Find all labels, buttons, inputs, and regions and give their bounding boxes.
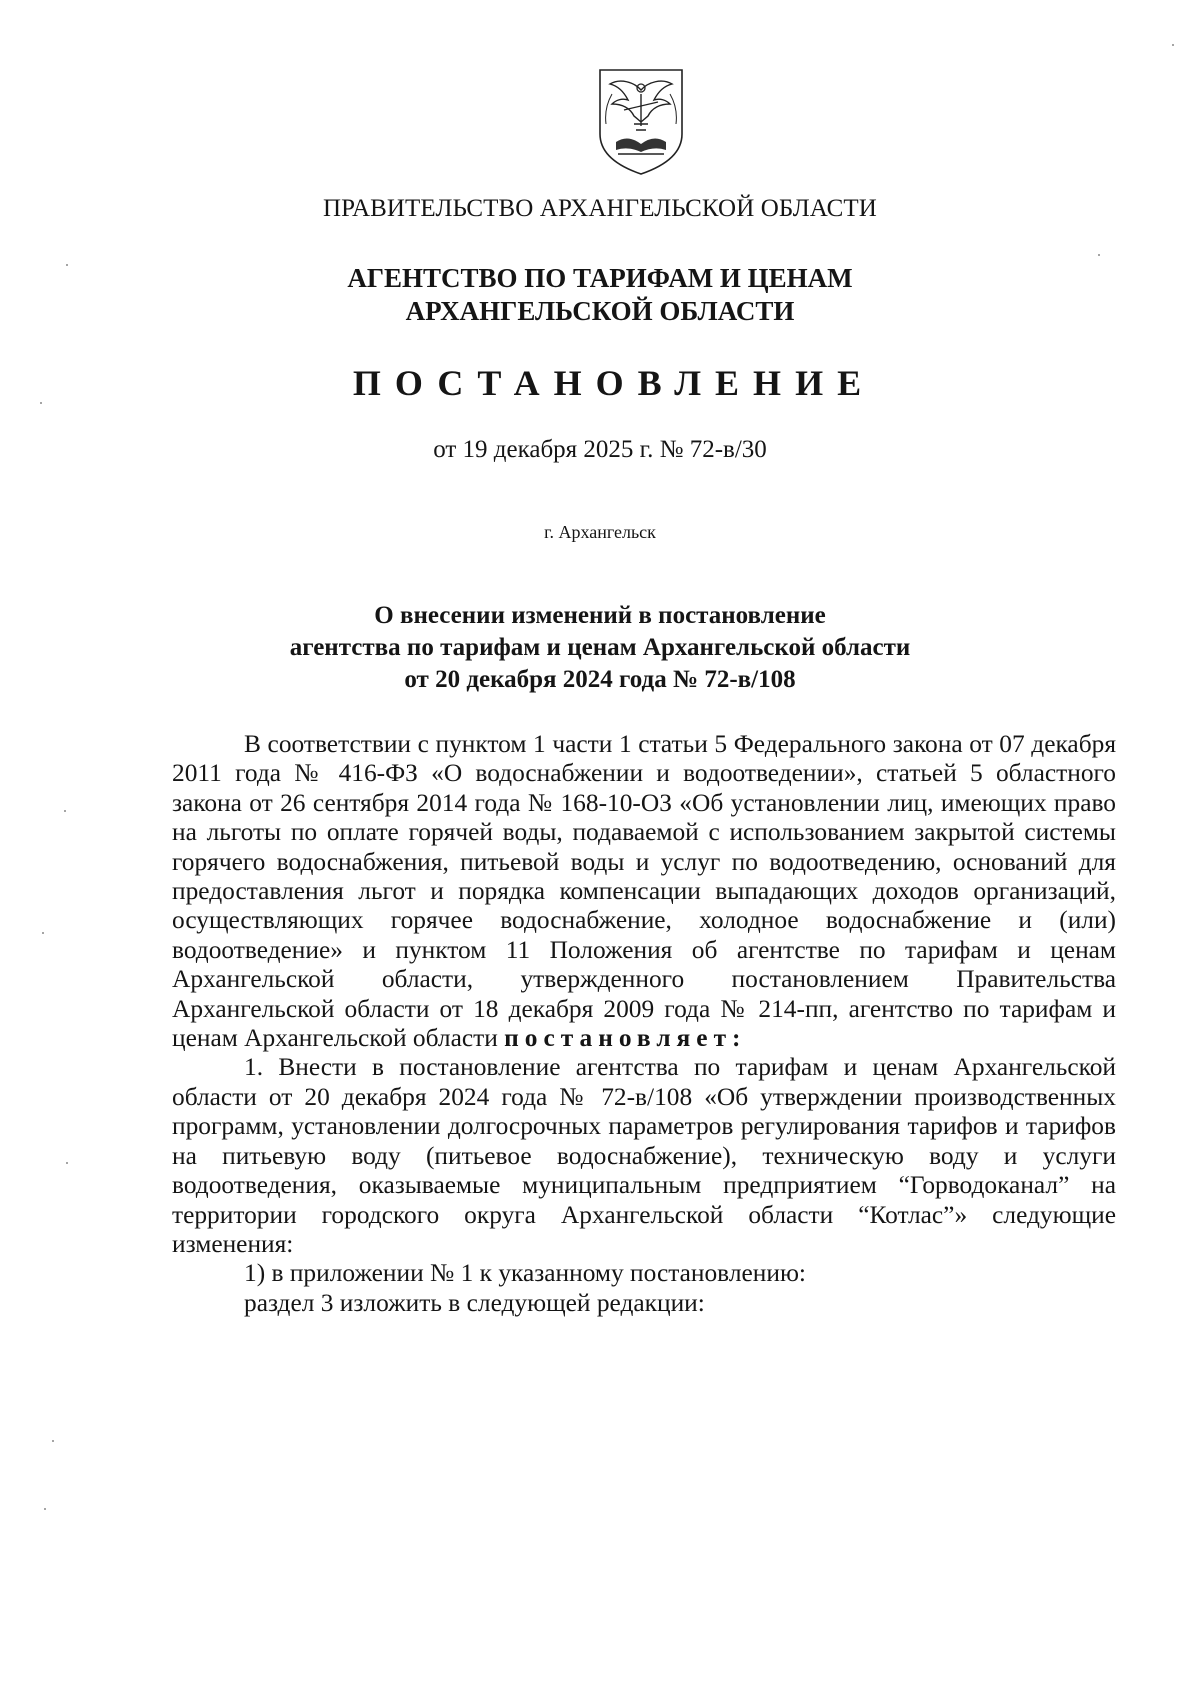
preamble-paragraph [172,730,1116,1053]
document-city: г. Архангельск [544,522,656,542]
resolves-word: постановляет: [504,1024,747,1053]
scan-speck [66,1162,68,1164]
document-date-number: от 19 декабря 2025 г. № 72-в/30 [433,436,767,463]
scan-speck [1098,254,1100,256]
document-title-line2: агентства по тарифам и ценам Архангельской области [289,634,911,661]
subitem-section-3-paragraph: раздел 3 изложить в следующей редакции: [244,1288,705,1317]
document-title-line3: от 20 декабря 2024 года № 72-в/108 [404,666,796,693]
agency-name-line1: АГЕНТСТВО ПО ТАРИФАМ И ЦЕНАМ [347,263,853,293]
coat-of-arms-emblem [594,64,688,176]
scan-speck [44,1508,46,1510]
document-title [0,600,1200,696]
agency-name [0,262,1200,328]
scan-speck [40,402,42,404]
scan-speck [66,264,68,266]
scan-speck [52,1440,54,1442]
document-body [172,730,1116,1318]
scan-speck [42,932,44,934]
document-type-heading: ПОСТАНОВЛЕНИЕ [352,363,876,403]
government-name: ПРАВИТЕЛЬСТВО АРХАНГЕЛЬСКОЙ ОБЛАСТИ [323,195,877,222]
item-1-paragraph: 1. Внести в постановление агентства по тарифам и ценам Архангельской области от 20 декабря 2024 года № 72-в/108 «Об утверждении производственных программ, установлении долгосрочных параметров регулирования тарифов и тарифов на питьевую воду (питьевое водоснабжение), техническую воду и услуги водоотведения, оказываемые муниципальным предприятием “Горводоканал” на территории городского округа Архангельской области “Котлас”» следующие изменения: [172,1053,1116,1258]
preamble-text: В соответствии с пунктом 1 части 1 статьи 5 Федерального закона от 07 декабря 2011 года № 416-ФЗ «О водоснабжении и водоотведении», статьей 5 областного закона от 26 сентября 2014 года № 168-10-ОЗ «Об установлении лиц, имеющих право на льготы по оплате горячей воды, подаваемой с использованием закрытой системы горячего водоснабжения, питьевой воды и услуг по водоотведению, оснований для предоставления льгот и порядка компенсации выпадающих доходов организаций, осуществляющих горячее водоснабжение, холодное водоснабжение и (или) водоотведение» и пунктом 11 Положения об агентстве по тарифам и ценам Архангельской области, утвержденного постановлением Правительства Архангельской области от 18 декабря 2009 года № 214-пп, агентство по тарифам и ценам Архангельской области [172,730,1116,1053]
agency-name-line2: АРХАНГЕЛЬСКОЙ ОБЛАСТИ [405,296,795,326]
scan-speck [1172,44,1174,46]
document-title-line1: О внесении изменений в постановление [374,602,826,629]
subitem-1-paragraph: 1) в приложении № 1 к указанному постановлению: [244,1259,806,1288]
scan-speck [64,810,66,812]
